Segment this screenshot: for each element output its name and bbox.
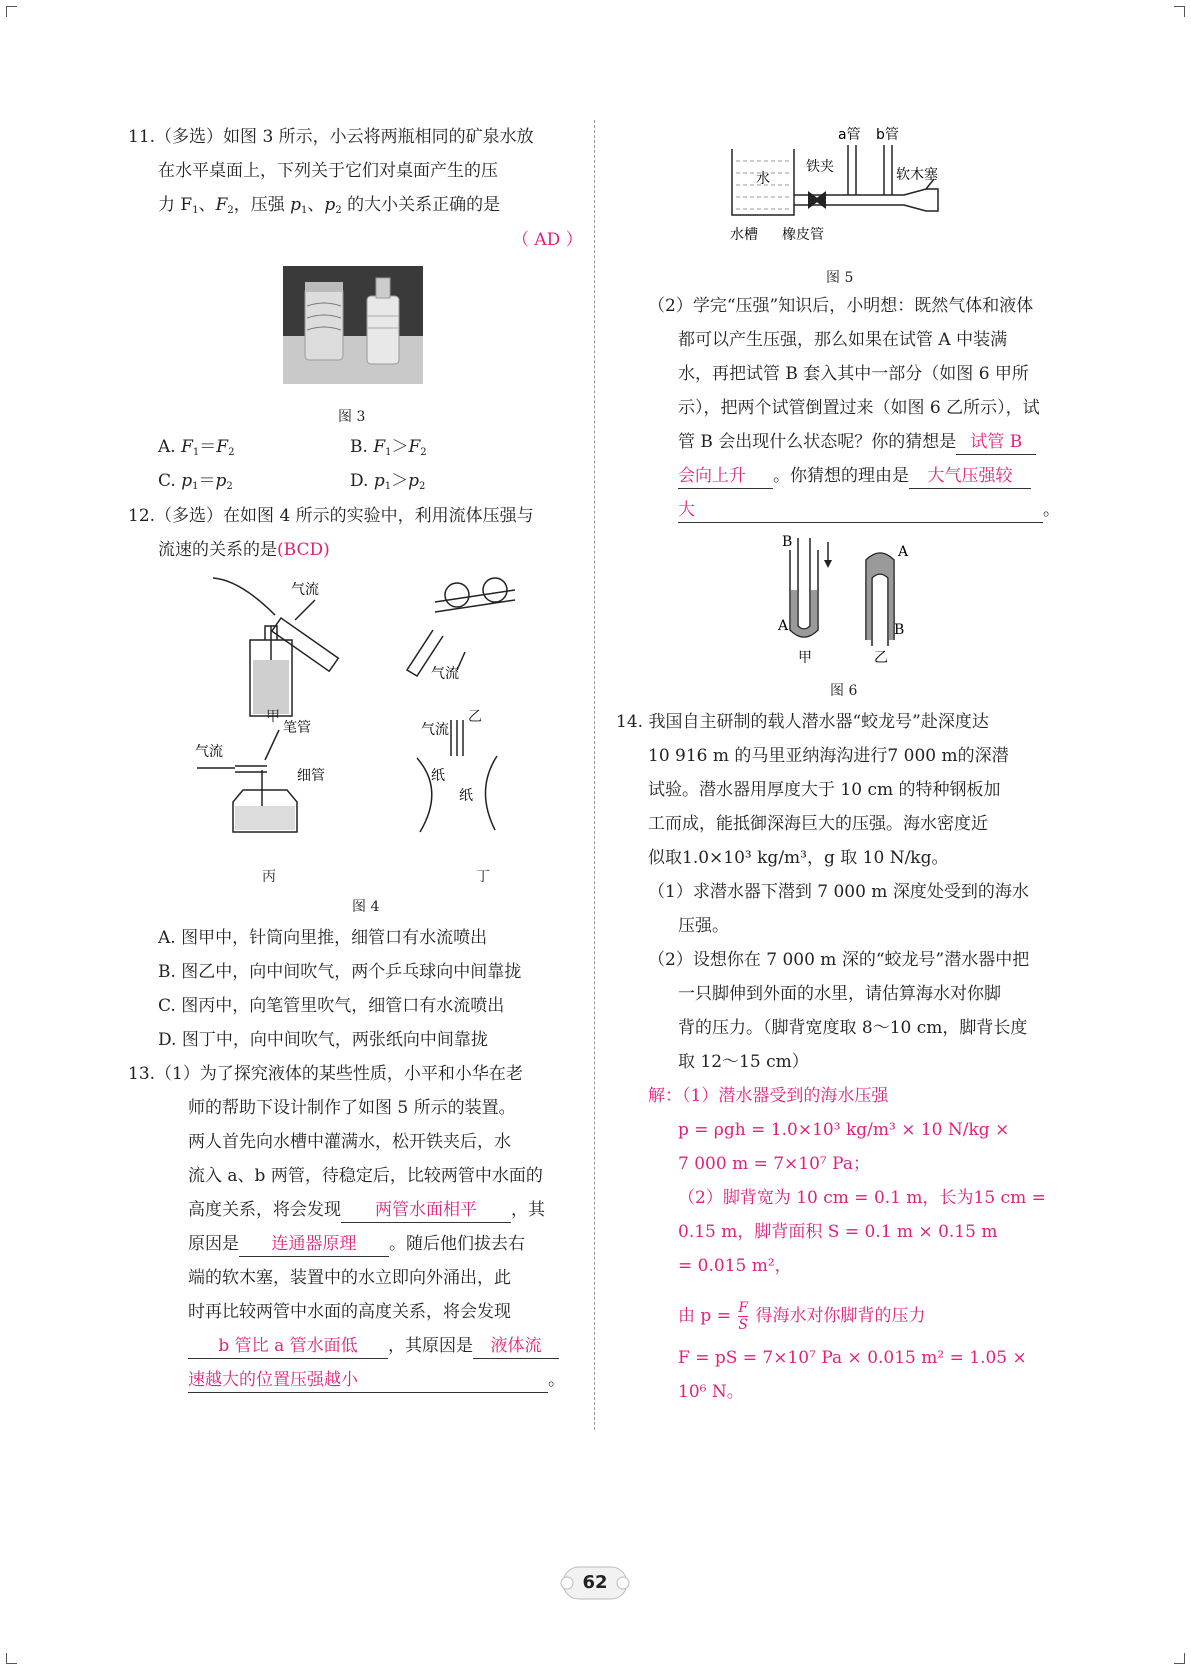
figure-sublabel: 甲 [266,709,280,725]
q14-line: 一只脚伸到外面的水里，请估算海水对你脚 [678,984,1001,1004]
q13-line: 高度关系，将会发现 两管水面相平 ，其 [188,1198,545,1223]
column-divider [594,120,595,1430]
solution-line: = 0.015 m²， [678,1256,792,1276]
q12-option-b: B. 图乙中，向中间吹气，两个乒乓球向中间靠拢 [158,962,522,982]
figure-caption: 图 4 [352,899,380,915]
q11-line: 在水平桌面上，下列关于它们对桌面产生的压 [158,161,498,181]
solution-line: （2）脚背宽为 10 cm = 0.1 m，长为15 cm = [678,1188,1046,1208]
q12-line: 12.（多选）在如图 4 所示的实验中，利用流体压强与 [128,506,534,526]
q11-option-d: D. $p_1>p_2$ [350,471,426,492]
solution-line: p = ρgh = 1.0×10³ kg/m³ × 10 N/kg × [678,1120,1010,1140]
q14-line: 10 916 m 的马里亚纳海沟进行7 000 m的深潜 [648,746,1009,766]
q12-option-d: D. 图丁中，向中间吹气，两张纸向中间靠拢 [158,1030,488,1050]
figure-sublabel: 乙 [874,650,888,666]
tube-B-label: B [782,534,793,550]
airflow-label: 气流 [195,744,223,760]
q13-line: 都可以产生压强，那么如果在试管 A 中装满 [678,330,1008,350]
clamp-label: 铁夹 [806,159,834,175]
water-label: 水 [756,171,770,187]
q13-line: 端的软木塞，装置中的水立即向外涌出，此 [188,1268,511,1288]
q13-line: 师的帮助下设计制作了如图 5 所示的装置。 [188,1098,516,1118]
figure-sublabel: 丁 [476,869,490,885]
answer-blank: 两管水面相平 [341,1198,511,1223]
q13-line: 两人首先向水槽中灌满水，松开铁夹后，水 [188,1132,511,1152]
solution-line: 10⁶ N。 [678,1382,744,1402]
crop-mark [1174,1653,1185,1664]
q13-line: 大 。 [678,498,1060,523]
q12-option-c: C. 图丙中，向笔管里吹气，细管口有水流喷出 [158,996,505,1016]
answer-blank: 大气压强较 [909,464,1031,489]
figure-caption: 图 6 [830,683,858,699]
tube-a-label: a管 [838,127,861,143]
solution-line: 7 000 m = 7×10⁷ Pa； [678,1154,870,1174]
q13-line: （2）学完“压强”知识后，小明想：既然气体和液体 [648,296,1034,316]
page-number: 62 [582,1572,608,1593]
figure-sublabel: 甲 [798,650,812,666]
tube-b-label: b管 [876,127,899,143]
figure-sublabel: 乙 [468,709,482,725]
airflow-label: 气流 [421,722,449,738]
q14-line: （1）求潜水器下潜到 7 000 m 深度处受到的海水 [648,882,1029,902]
q13-line: 示），把两个试管倒置过来（如图 6 乙所示），试 [678,398,1040,418]
q11-line: 11.（多选）如图 3 所示，小云将两瓶相同的矿泉水放 [128,127,534,147]
tube-B-label: B [894,622,905,638]
tube-A-label: A [778,618,789,634]
solution-line: 由 p = $\frac{F}{S}$ 得海水对你脚背的压力 [678,1300,926,1333]
q13-line: b 管比 a 管水面低 ，其原因是 液体流 [188,1334,559,1359]
figure-sublabel: 丙 [262,869,276,885]
figure-caption: 图 5 [826,270,854,286]
crop-mark [6,6,17,17]
tube-A-label: A [898,544,909,560]
q13-line: 速越大的位置压强越小 。 [188,1368,565,1393]
figure-4-diagram [195,570,535,880]
answer-blank: 连通器原理 [239,1232,389,1257]
q13-line: 管 B 会出现什么状态呢？你的猜想是 试管 B [678,430,1036,455]
figure-6-diagram [770,530,930,670]
q13-line: 13.（1）为了探究液体的某些性质，小平和小华在老 [128,1064,523,1084]
q11-option-b: B. $F_1>F_2$ [350,437,427,458]
solution-line: F = pS = 7×10⁷ Pa × 0.015 m² = 1.05 × [678,1348,1027,1368]
solution-line: 解：（1）潜水器受到的海水压强 [648,1086,889,1106]
q14-line: 取 12～15 cm） [678,1052,809,1072]
q14-line: 似取1.0×10³ kg/m³，g 取 10 N/kg。 [648,848,949,868]
pen-tube-label: 笔管 [283,720,311,736]
crop-mark [1174,6,1185,17]
paper-label: 纸 [459,788,473,804]
q14-line: 工而成，能抵御深海巨大的压强。海水密度近 [648,814,988,834]
answer-blank: 液体流 [473,1334,559,1359]
answer-blank: 会向上升 [678,464,773,489]
q13-line: 流入 a、b 两管，待稳定后，比较两管中水面的 [188,1166,543,1186]
bottles-photo [283,266,423,384]
q14-line: 压强。 [678,916,729,936]
tank-label: 水槽 [730,227,758,243]
q13-line: 水，再把试管 B 套入其中一部分（如图 6 甲所 [678,364,1029,384]
airflow-label: 气流 [291,582,319,598]
airflow-label: 气流 [431,666,459,682]
figure-caption: 图 3 [338,409,366,425]
answer-blank: 试管 B [956,430,1036,455]
answer-blank: 速越大的位置压强越小 [188,1368,548,1393]
hose-label: 橡皮管 [782,227,824,243]
solution-line: 0.15 m，脚背面积 S = 0.1 m × 0.15 m [678,1222,998,1242]
q14-line: 试验。潜水器用厚度大于 10 cm 的特种钢板加 [648,780,1001,800]
q12-option-a: A. 图甲中，针筒向里推，细管口有水流喷出 [158,928,488,948]
figure-5-diagram [726,125,966,250]
q11-option-c: C. $p_1=p_2$ [158,471,233,492]
cork-label: 软木塞 [896,167,938,183]
q14-line: 背的压力。（脚背宽度取 8～10 cm，脚背长度 [678,1018,1028,1038]
thin-tube-label: 细管 [297,768,325,784]
q12-line: 流速的关系的是(BCD) [158,540,330,560]
q11-line: 力 $F_1$、$F_2$，压强 $p_1$、$p_2$ 的大小关系正确的是 [158,195,501,216]
q11-option-a: A. $F_1=F_2$ [158,437,235,458]
paper-label: 纸 [431,768,445,784]
q13-line: 会向上升 。你猜想的理由是 大气压强较 [678,464,1031,489]
crop-mark [6,1653,17,1664]
answer-blank: b 管比 a 管水面低 [188,1334,388,1359]
q14-line: 14. 我国自主研制的载人潜水器“蛟龙号”赴深度达 [616,712,989,732]
q14-line: （2）设想你在 7 000 m 深的“蛟龙号”潜水器中把 [648,950,1030,970]
q13-line: 时再比较两管中水面的高度关系，将会发现 [188,1302,511,1322]
q13-line: 原因是 连通器原理 。随后他们拔去右 [188,1232,525,1257]
q11-answer: （ AD ） [512,230,583,250]
answer-blank: 大 [678,498,1043,523]
q12-answer: (BCD) [277,540,330,560]
